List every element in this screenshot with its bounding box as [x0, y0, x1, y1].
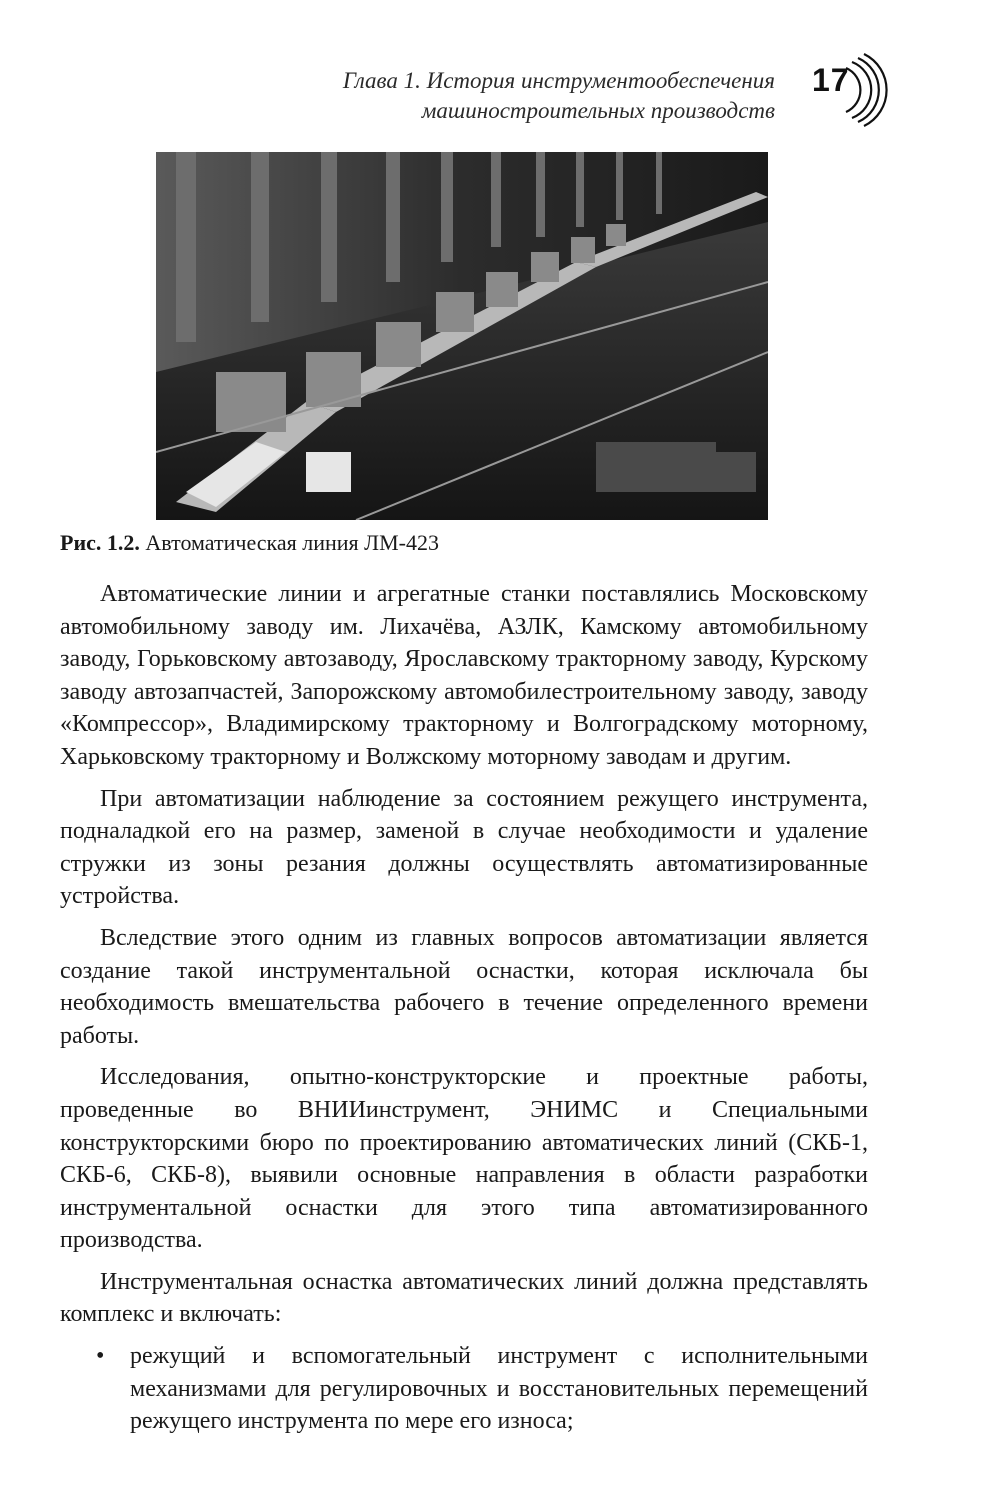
list-item — [60, 1340, 868, 1438]
paragraph-3: Вследствие этого одним из главных вопросов автоматизации является создание такой инструментальной оснастки, которая исключала бы необходимость вмешательства рабочего в течение определенного времени работы. — [60, 924, 868, 1049]
body-text — [60, 578, 868, 1438]
bullet-icon: • — [96, 1343, 105, 1370]
bullet-list — [60, 1340, 868, 1438]
header-line-2: машиностроительных производств — [421, 98, 775, 123]
paragraph-5: Инструментальная оснастка автоматических линий должна представлять комплекс и включать: — [60, 1268, 868, 1328]
page-number: 17 — [812, 62, 850, 98]
figure-caption — [60, 530, 439, 556]
header-line-1: Глава 1. История инструментообеспечения — [342, 68, 775, 93]
list-item-text: режущий и вспомогательный инструмент с исполнительными механизмами для регулировочных и восстановительных перемещений режущего инструмента по мере его износа; — [130, 1343, 868, 1435]
paragraph-2: При автоматизации наблюдение за состоянием режущего инструмента, подналадкой его на размер, заменой в случае необходимости и удаление стружки из зоны резания должны осуществлять автоматизированные устройства. — [60, 785, 868, 910]
paragraph-4: Исследования, опытно-конструкторские и проектные работы, проведенные во ВНИИинструмент, ЭНИМС и Специальными конструкторскими бюро по проектированию автоматических линий (СКБ-1, СКБ-6, СКБ-8), выявили основные направления в области разработки инструментальной оснастки для этого типа автоматизированного производства. — [60, 1064, 868, 1254]
factory-photo — [156, 152, 768, 520]
figure-title: Автоматическая линия ЛМ-423 — [139, 530, 439, 555]
running-header — [343, 66, 775, 126]
figure-label: Рис. 1.2. — [60, 530, 140, 555]
paragraph-1: Автоматические линии и агрегатные станки поставлялись Московскому автомобильному заводу им. Лихачёва, АЗЛК, Камскому автомобильному заводу, Горьковскому автозаводу, Ярославскому тракторному заводу, Курскому заводу автозапчастей, Запорожскому автомобилестроительному заводу, заводу «Компрессор», Владимирскому тракторному и Волгоградскому моторному, Харьковскому тракторному и Волжскому моторному заводам и другим. — [60, 581, 868, 770]
